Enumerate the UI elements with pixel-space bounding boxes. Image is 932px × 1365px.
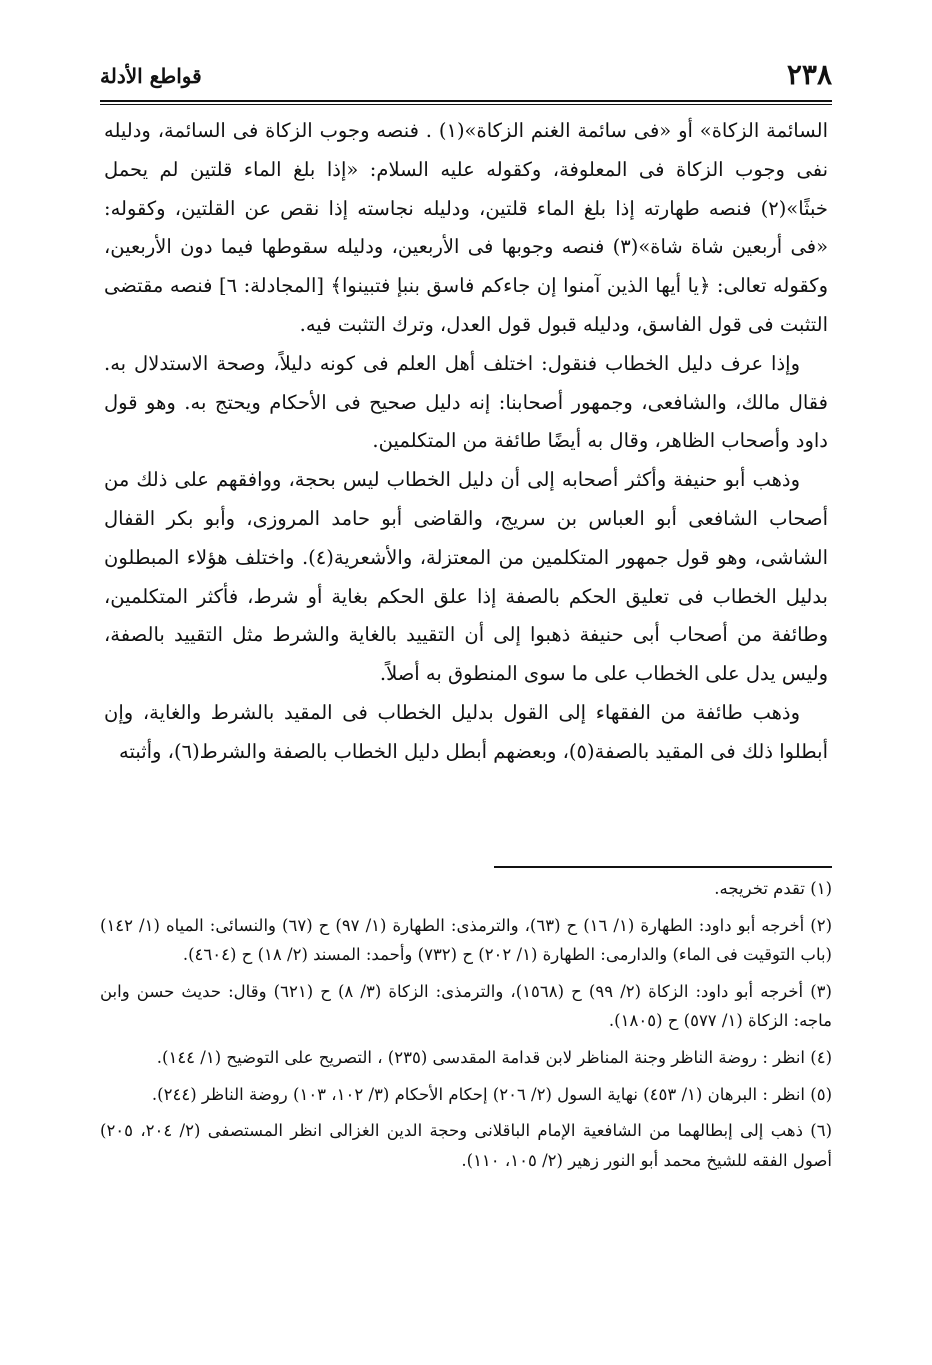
footnotes [100, 874, 832, 1182]
footnote: (٦) ذهب إلى إبطالهما من الشافعية الإمام الباقلانى وحجة الدين الغزالى انظر المستصفى (٢/ ٢٠٤، ٢٠٥) أصول الفقه للشيخ محمد أبو النور زهير (٢/ ١٠٥، ١١٠). [100, 1121, 832, 1170]
running-title: قواطع الأدلة [100, 64, 202, 88]
page-header [100, 58, 832, 94]
footnote: (٢) أخرجه أبو داود: الطهارة (١/ ١٦) ح (٦٣)، والترمذى: الطهارة (١/ ٩٧) ح (٦٧) والنسائى: المياه (١/ ١٤٢) (باب التوقيت فى الماء) والدارمى: الطهارة (١/ ٢٠٢) ح (٧٣٢) وأحمد: المسند (٢/ ١٨) ح (٤٦٠٤). [100, 915, 833, 965]
footnote-separator [494, 866, 832, 868]
header-rule [100, 100, 832, 105]
main-text [104, 112, 828, 772]
paragraph: السائمة الزكاة» أو «فى سائمة الغنم الزكاة»(١) . فنصه وجوب الزكاة فى السائمة، ودليله نفى وجوب الزكاة فى المعلوفة، وكقوله عليه السلام: «إذا بلغ الماء قلتين لم يحمل خبثًا»(٢) فنصه طهارته إذا بلغ الماء قلتين، ودليله نجاسته إذا نقص عن القلتين، وكقوله: «فى أربعين شاة شاة»(٣) فنصه وجوبها فى الأربعين، ودليله سقوطها فيما دون الأربعين، وكقوله تعالى: ﴿يا أيها الذين آمنوا إن جاءكم فاسق بنبإ فتبينوا﴾ [المجادلة: ٦] فنصه مقتضى التثبت فى قول الفاسق، ودليله قبول قول العدل، وترك التثبت فيه. [104, 119, 828, 336]
footnote: (٣) أخرجه أبو داود: الزكاة (٢/ ٩٩) ح (١٥٦٨)، والترمذى: الزكاة (٣/ ٨) ح (٦٢١) وقال: حديث حسن وابن ماجه: الزكاة (١/ ٥٧٧) ح (١٨٠٥). [100, 981, 832, 1031]
footnote: (١) تقدم تخريجه. [714, 879, 832, 898]
page-number: ٢٣٨ [786, 58, 832, 91]
paragraph: وذهب أبو حنيفة وأكثر أصحابه إلى أن دليل الخطاب ليس بحجة، ووافقهم على ذلك من أصحاب الشافعى أبو العباس بن سريج، والقاضى أبو حامد المروزى، وأبو بكر القفال الشاشى، وهو قول جمهور المتكلمين من المعتزلة، والأشعرية(٤). واختلف هؤلاء المبطلون بدليل الخطاب فى تعليق الحكم بالصفة إذا علق الحكم بغاية أو شرط، فأكثر المتكلمين، وطائفة من أصحاب أبى حنيفة ذهبوا إلى أن التقييد بالغاية والشرط مثل التقييد بالصفة، وليس يدل على الخطاب على ما سوى المنطوق به أصلاً. [104, 468, 828, 686]
paragraph: وذهب طائفة من الفقهاء إلى القول بدليل الخطاب فى المقيد بالشرط والغاية، وإن أبطلوا ذلك فى المقيد بالصفة(٥)، وبعضهم أبطل دليل الخطاب بالصفة والشرط(٦)، وأثبته [104, 700, 828, 763]
paragraph: وإذا عرف دليل الخطاب فنقول: اختلف أهل العلم فى كونه دليلاً، وصحة الاستدلال به. فقال مالك، والشافعى، وجمهور أصحابنا: إنه دليل صحيح فى الأحكام ويحتج به. وهو قول داود وأصحاب الظاهر، وقال به أيضًا طائفة من المتكلمين. [104, 351, 828, 453]
footnote: (٥) انظر : البرهان (١/ ٤٥٣) نهاية السول (٢/ ٢٠٦) إحكام الأحكام (٣/ ١٠٢، ١٠٣) روضة الناظر (٢٤٤). [151, 1084, 832, 1104]
footnote: (٤) انظر : روضة الناظر وجنة المناظر لابن قدامة المقدسى (٢٣٥) ، التصريح على التوضيح (١/ ١٤٤). [156, 1047, 832, 1067]
